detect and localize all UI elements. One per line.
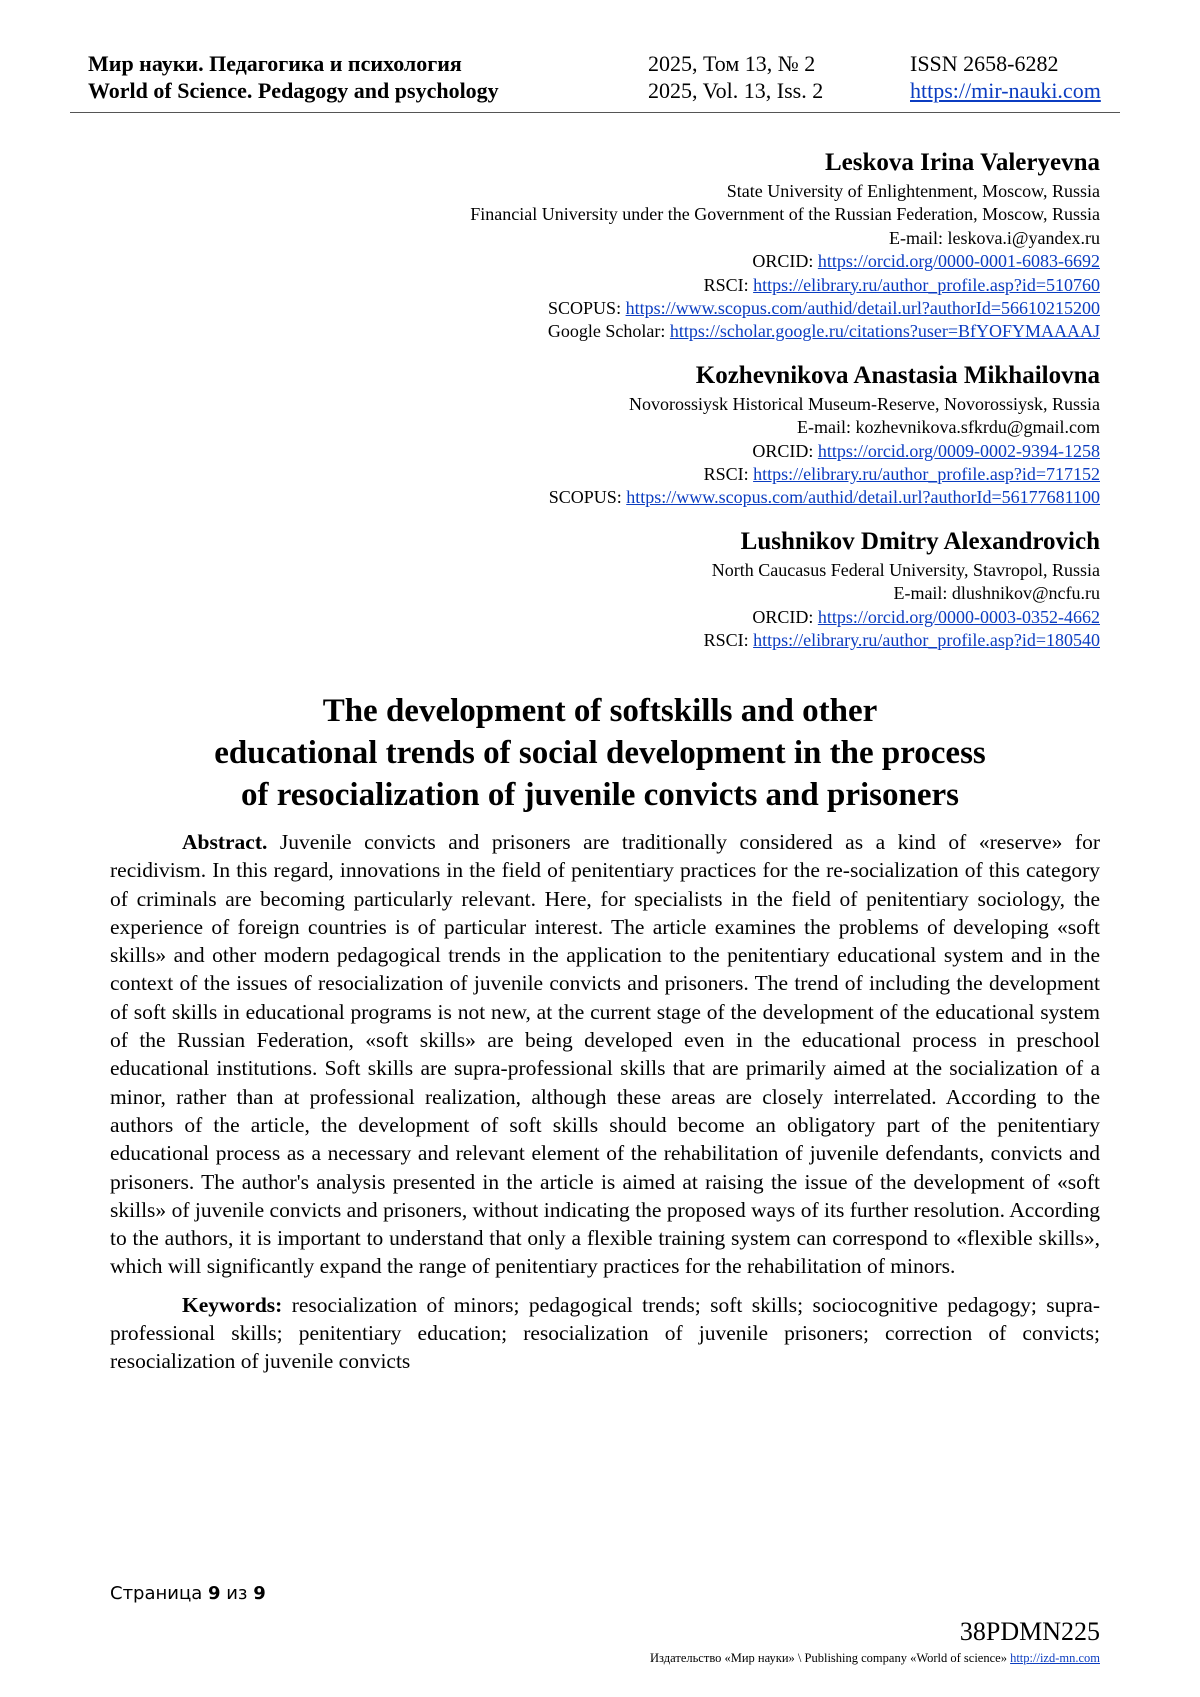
page-total: 9 — [253, 1583, 266, 1604]
page-current: 9 — [207, 1583, 221, 1604]
author-affiliation: State University of Enlightenment, Moscow, Russia — [726, 181, 1100, 201]
journal-name-en: World of Science. Pedagogy and psychology — [88, 78, 499, 103]
title-line: The development of softskills and other — [322, 693, 878, 729]
keywords-paragraph — [110, 1291, 1100, 1376]
author-list — [300, 146, 1100, 668]
scholar-link[interactable]: https://scholar.google.ru/citations?user=BfYOFYMAAAAJ — [669, 321, 1100, 342]
rsci-link[interactable]: https://elibrary.ru/author_profile.asp?id=180540 — [753, 630, 1100, 651]
abstract-paragraph — [110, 828, 1100, 1281]
journal-header — [88, 50, 1123, 104]
publisher-link[interactable]: http://izd-mn.com — [1010, 1651, 1100, 1665]
orcid-label: ORCID: — [752, 606, 818, 627]
page-prefix: Страница — [110, 1583, 208, 1604]
scopus-link[interactable]: https://www.scopus.com/authid/detail.url?authorId=56177681100 — [626, 487, 1100, 508]
author-name: Kozhevnikova Anastasia Mikhailovna — [695, 361, 1100, 389]
author-block — [300, 359, 1100, 510]
page-separator: из — [220, 1583, 254, 1604]
journal-name-ru: Мир науки. Педагогика и психология — [88, 51, 462, 76]
author-block — [300, 146, 1100, 344]
document-code: 38PDMN225 — [959, 1617, 1100, 1646]
journal-website-link[interactable]: https://mir-nauki.com — [910, 78, 1101, 103]
header-divider — [70, 112, 1120, 113]
title-line: educational trends of social development in the process — [214, 735, 986, 771]
publisher-text: Издательство «Мир науки» \ Publishing company «World of science» — [650, 1651, 1011, 1665]
issn: ISSN 2658-6282 — [910, 51, 1059, 76]
author-email: E-mail: dlushnikov@ncfu.ru — [893, 583, 1100, 604]
orcid-label: ORCID: — [752, 440, 818, 461]
rsci-link[interactable]: https://elibrary.ru/author_profile.asp?id=510760 — [753, 274, 1100, 295]
rsci-label: RSCI: — [703, 274, 754, 295]
volume-en: 2025, Vol. 13, Iss. 2 — [648, 78, 824, 103]
abstract-label: Abstract. — [182, 830, 268, 854]
volume-ru: 2025, Том 13, № 2 — [648, 51, 816, 76]
page-number — [110, 1583, 266, 1604]
scopus-label: SCOPUS: — [548, 298, 626, 319]
author-affiliation: Novorossiysk Historical Museum-Reserve, Novorossiysk, Russia — [629, 393, 1100, 414]
rsci-label: RSCI: — [703, 630, 754, 651]
author-affiliation: Financial University under the Government of the Russian Federation, Moscow, Russia — [470, 204, 1100, 225]
scopus-link[interactable]: https://www.scopus.com/authid/detail.url?authorId=56610215200 — [625, 298, 1100, 319]
rsci-label: RSCI: — [703, 464, 754, 485]
author-name: Lushnikov Dmitry Alexandrovich — [740, 527, 1100, 555]
author-email: E-mail: leskova.i@yandex.ru — [888, 227, 1100, 248]
author-block — [300, 525, 1100, 653]
title-line: of resocialization of juvenile convicts and prisoners — [240, 777, 959, 813]
abstract-section — [110, 828, 1100, 1376]
orcid-link[interactable]: https://orcid.org/0000-0003-0352-4662 — [817, 606, 1100, 627]
keywords-label: Keywords: — [182, 1292, 283, 1317]
author-email: E-mail: kozhevnikova.sfkrdu@gmail.com — [796, 417, 1100, 438]
rsci-link[interactable]: https://elibrary.ru/author_profile.asp?id=717152 — [753, 464, 1100, 485]
author-affiliation: North Caucasus Federal University, Stavropol, Russia — [711, 559, 1100, 580]
orcid-link[interactable]: https://orcid.org/0000-0001-6083-6692 — [817, 251, 1100, 272]
orcid-link[interactable]: https://orcid.org/0009-0002-9394-1258 — [817, 440, 1100, 461]
abstract-text: Juvenile convicts and prisoners are traditionally considered as a kind of «reserve» for recidivism. In this regard, innovations in the field of penitentiary practices for the re-socialization of this category of criminals are becoming particularly relevant. Here, for specialists in the field of penitentiary sociology, the experience of foreign countries is of particular interest. The article examines the problems of developing «soft skills» and other modern pedagogical trends in the application to the penitentiary educational system and in the context of the issues of resocialization of juvenile convicts and prisoners. The trend of including the development of soft skills in educational programs is not new, at the current stage of the development of the educational system of the Russian Federation, «soft skills» are being developed even in the educational process in preschool educational institutions. Soft skills are supra-professional skills that are primarily aimed at the socialization of a minor, rather than at professional realization, although these areas are closely interrelated. According to the authors of the article, the development of soft skills should become an obligatory part of the penitentiary educational process as a necessary and relevant element of the rehabilitation of juvenile defendants, convicts and prisoners. The author's analysis presented in the article is aimed at raising the issue of the development of «soft skills» of juvenile convicts and prisoners, without indicating the proposed ways of its further resolution. According to the authors, it is important to understand that only a flexible training system can correspond to «flexible skills», which will significantly expand the range of penitentiary practices for the rehabilitation of minors. — [110, 830, 1101, 1279]
scopus-label: SCOPUS: — [548, 487, 627, 508]
author-name: Leskova Irina Valeryevna — [824, 149, 1100, 176]
scholar-label: Google Scholar: — [547, 321, 670, 342]
publisher-line — [650, 1651, 1100, 1666]
orcid-label: ORCID: — [752, 251, 818, 272]
article-title — [100, 690, 1100, 816]
keywords-text: resocialization of minors; pedagogical trends; soft skills; sociocognitive pedagogy; supra-professional skills; penitentiary education; resocialization of juvenile prisoners; correction of convicts; resocialization of juvenile convicts — [110, 1292, 1100, 1374]
